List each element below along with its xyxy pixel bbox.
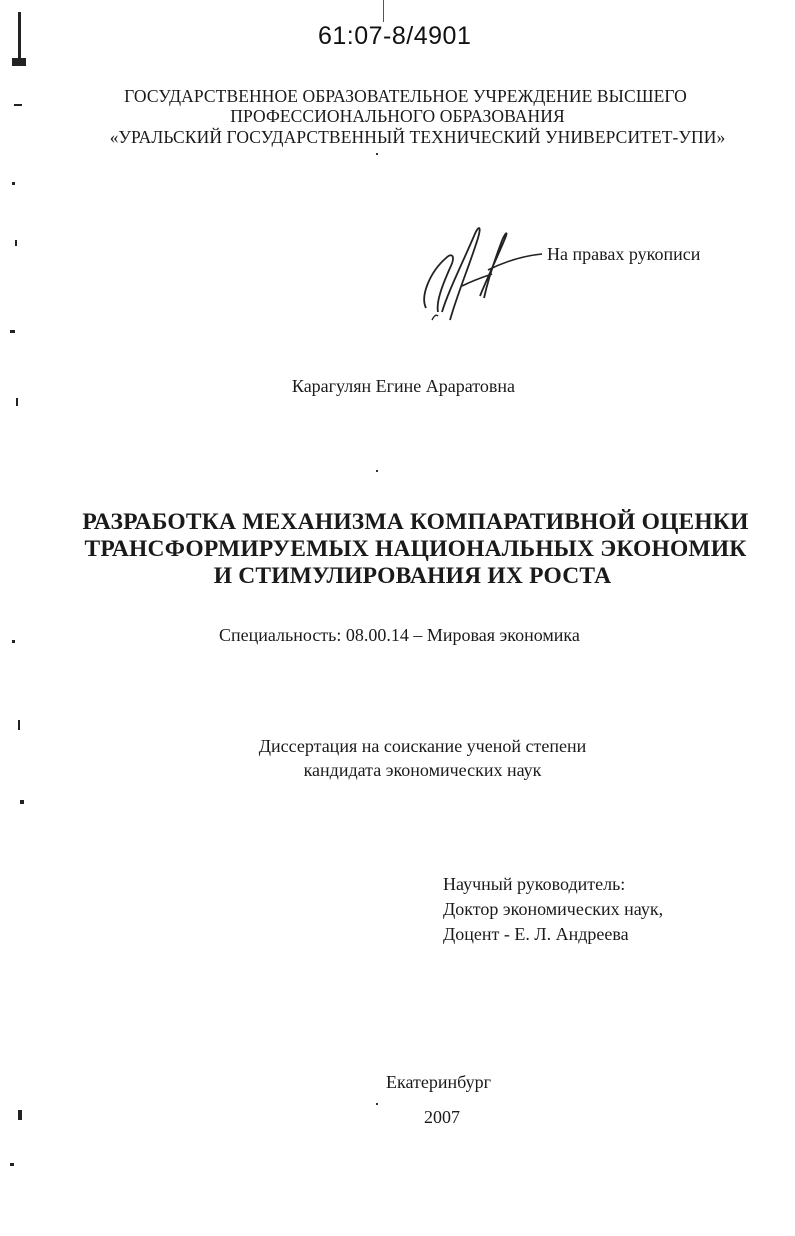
title-line-2: ТРАНСФОРМИРУЕМЫХ НАЦИОНАЛЬНЫХ ЭКОНОМИК (84, 536, 747, 562)
supervisor-name: Доцент - Е. Л. Андреева (443, 924, 629, 944)
scan-dot (376, 153, 378, 155)
institution-line-3: «УРАЛЬСКИЙ ГОСУДАРСТВЕННЫЙ ТЕХНИЧЕСКИЙ УНИВЕРСИТЕТ-УПИ» (109, 127, 726, 147)
degree-line-2: кандидата экономических наук (303, 760, 542, 780)
institution-line-2: ПРОФЕССИОНАЛЬНОГО ОБРАЗОВАНИЯ (230, 106, 565, 126)
supervisor-label: Научный руководитель: (443, 874, 626, 894)
signature (418, 216, 548, 326)
supervisor-degree: Доктор экономических наук, (443, 899, 664, 919)
title-line-3: И СТИМУЛИРОВАНИЯ ИХ РОСТА (213, 563, 612, 589)
title-line-1: РАЗРАБОТКА МЕХАНИЗМА КОМПАРАТИВНОЙ ОЦЕНКИ (82, 509, 749, 535)
specialty: Специальность: 08.00.14 – Мировая экономика (219, 625, 580, 645)
catalog-number: 61:07-8/4901 (318, 22, 472, 50)
manuscript-rights: На правах рукописи (547, 244, 701, 264)
scan-dot (376, 1103, 378, 1105)
degree-line-1: Диссертация на соискание ученой степени (258, 736, 587, 756)
year: 2007 (424, 1107, 460, 1127)
author-name: Карагулян Егине Араратовна (291, 376, 516, 396)
institution-line-1: ГОСУДАРСТВЕННОЕ ОБРАЗОВАТЕЛЬНОЕ УЧРЕЖДЕНИЕ ВЫСШЕГО (124, 86, 687, 106)
scan-mark-top-center (383, 0, 384, 22)
scan-dot (376, 470, 378, 472)
city: Екатеринбург (386, 1072, 491, 1092)
